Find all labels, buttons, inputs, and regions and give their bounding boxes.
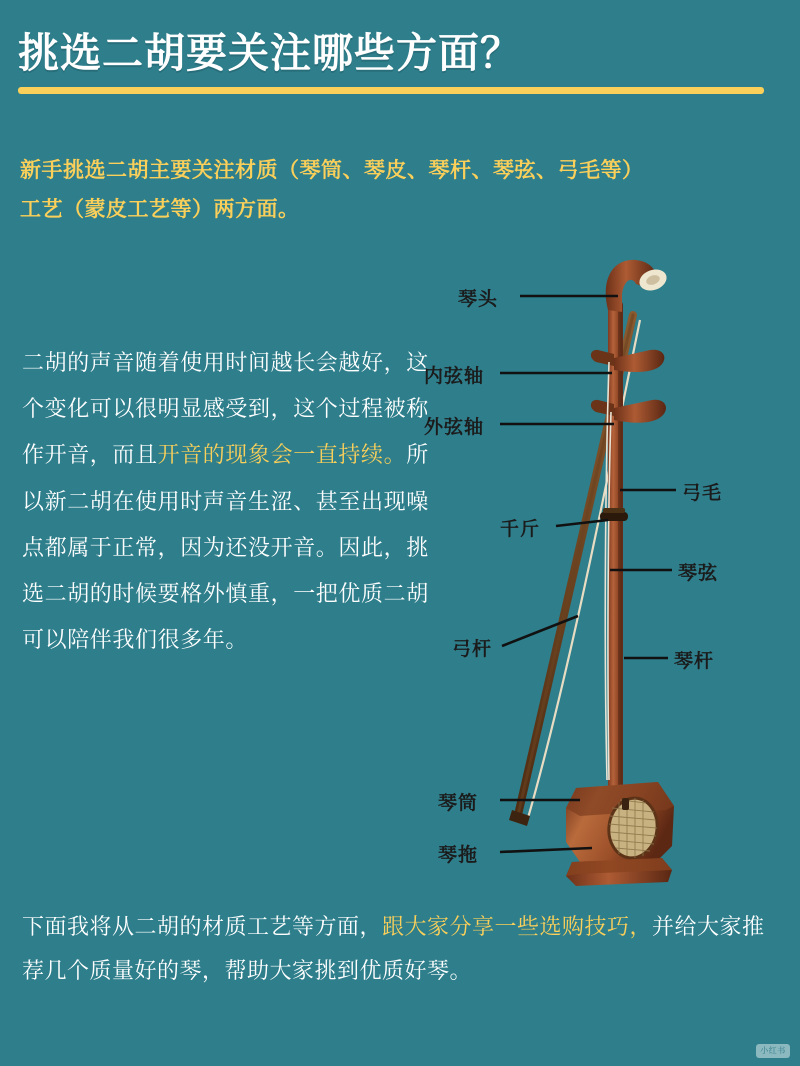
bow-hair-shape <box>528 320 640 818</box>
title-underline-divider <box>18 87 764 94</box>
callout-qianjin: 千斤 <box>500 519 541 540</box>
callout-head: 琴头 <box>458 289 499 310</box>
watermark-badge: 小红书 <box>756 1044 790 1058</box>
intro-line-1: 新手挑选二胡主要关注材质（琴筒、琴皮、琴杆、琴弦、弓毛等） <box>20 159 644 182</box>
intro-line-2: 工艺（蒙皮工艺等）两方面。 <box>20 197 300 221</box>
callout-strings: 琴弦 <box>678 563 719 584</box>
neck-shape <box>608 300 623 800</box>
body-highlight: 开音的现象会一直持续。 <box>157 442 407 468</box>
callout-outer-peg: 外弦轴 <box>424 417 485 438</box>
callout-barrel: 琴筒 <box>438 793 479 814</box>
barrel-shape <box>566 782 674 864</box>
head-shape <box>606 260 670 312</box>
footer-part-2: 并给大家推荐几个质量好的琴，帮助大家挑到优质好琴。 <box>22 914 765 983</box>
intro-paragraph <box>20 152 780 230</box>
body-part-2: 所以新二胡在使用时声音生涩、甚至出现噪点都属于正常，因为还没开音。因此，挑选二胡的时候要格外慎重，一把优质二胡可以陪伴我们很多年。 <box>22 442 429 653</box>
base-shape <box>566 858 672 886</box>
callout-bow-hair: 弓毛 <box>682 483 723 504</box>
body-paragraph <box>22 340 430 663</box>
callout-bow-stick: 弓杆 <box>452 639 493 660</box>
callout-inner-peg: 内弦轴 <box>424 366 485 387</box>
callout-neck: 琴杆 <box>674 651 715 672</box>
outer-peg-shape <box>591 400 666 423</box>
qianjin-shape <box>600 508 628 521</box>
callout-base: 琴拖 <box>438 845 479 866</box>
page-title: 挑选二胡要关注哪些方面？ <box>18 30 522 76</box>
body-part-1: 二胡的声音随着使用时间越长会越好，这个变化可以很明显感受到，这个过程被称作开音，而且 <box>22 350 429 468</box>
footer-paragraph <box>22 905 780 993</box>
footer-part-1: 下面我将从二胡的材质工艺等方面， <box>22 914 383 939</box>
footer-highlight: 跟大家分享一些选购技巧， <box>382 914 653 939</box>
title-block <box>18 30 782 94</box>
